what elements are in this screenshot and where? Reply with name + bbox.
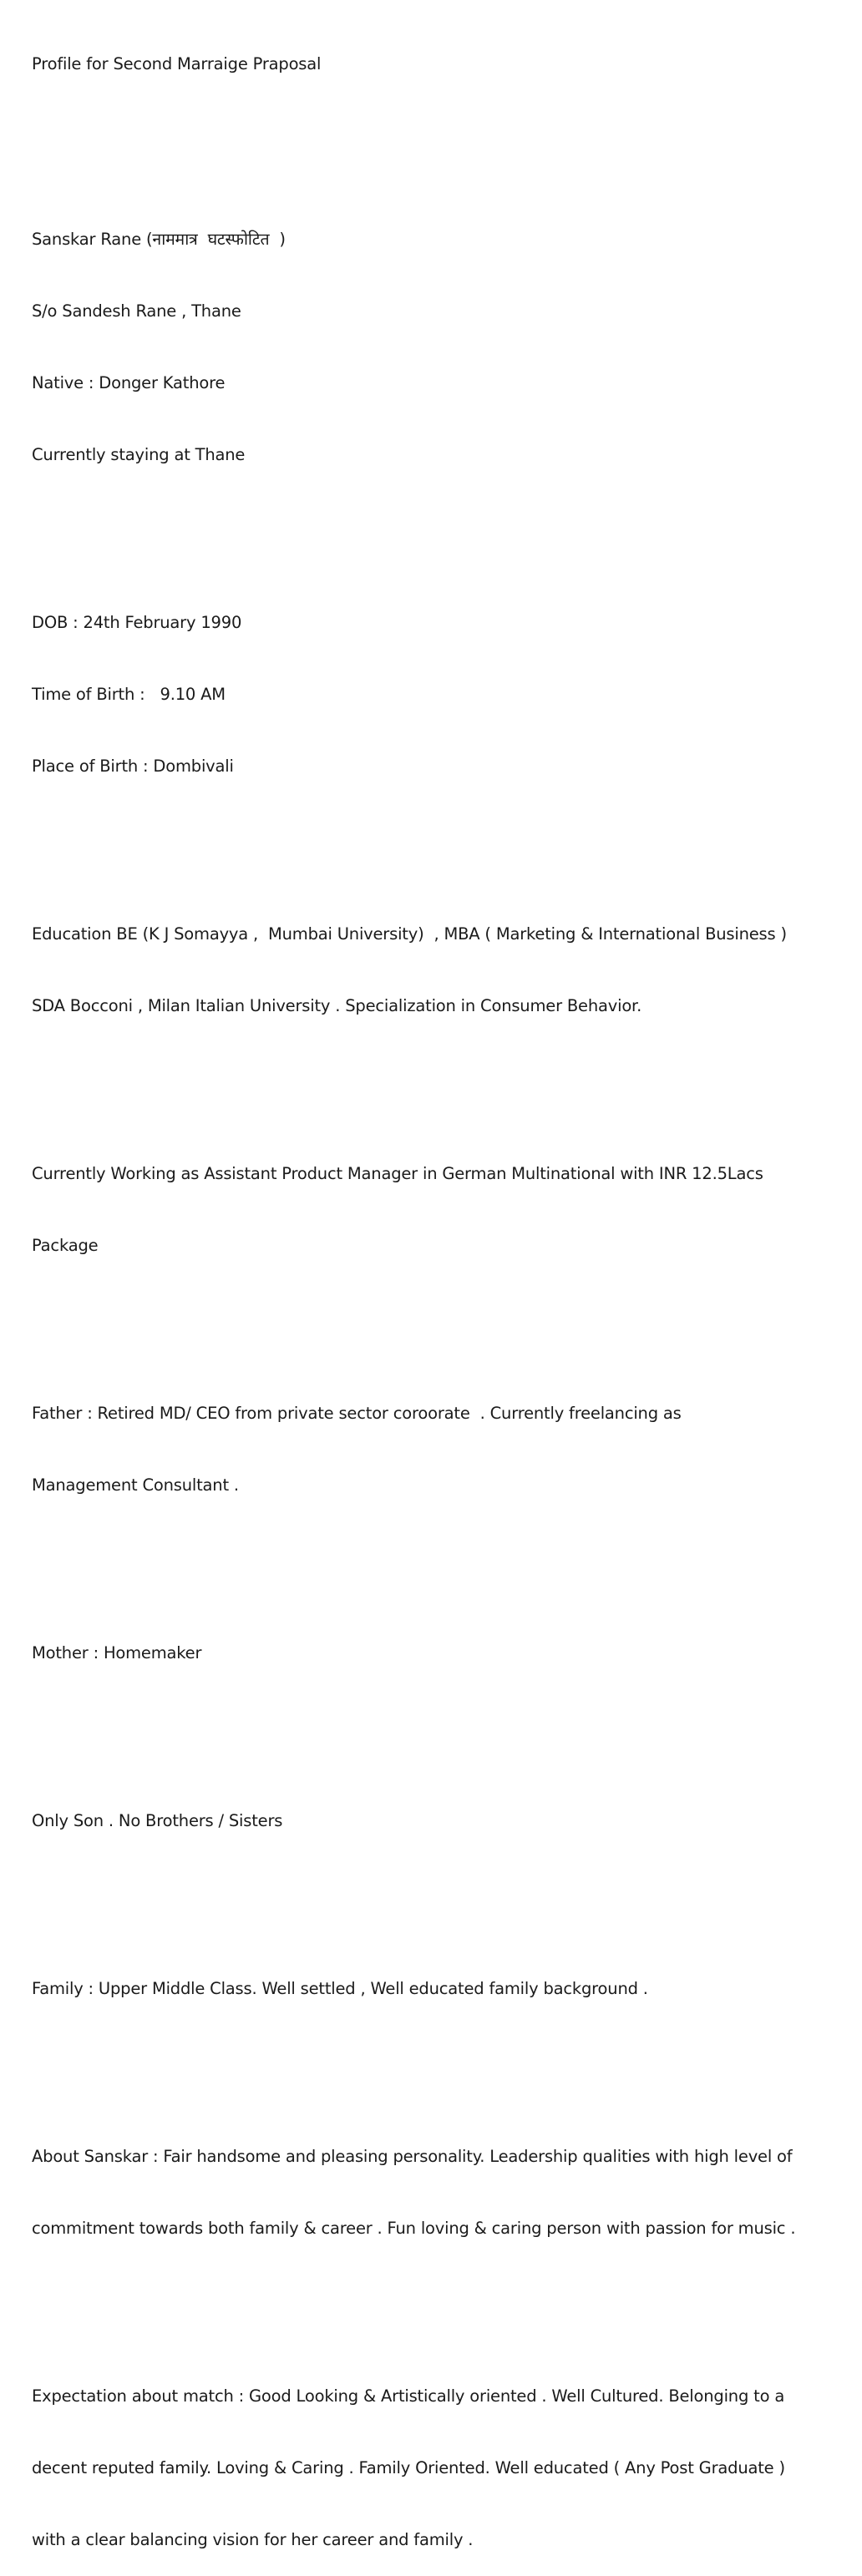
spacer [32,1713,834,1738]
father-name-line: S/o Sandesh Rane , Thane [32,301,241,321]
work-line-1: Currently Working as Assistant Product Manager in German Multinational with INR 12.5Lacs [32,1164,763,1184]
father-info-line-1: Father : Retired MD/ CEO from private sector coroorate . Currently freelancing as [32,1404,682,1424]
name-line: Sanskar Rane (नाममात्र घटस्फोटित ) [32,229,286,249]
spacer [32,2049,834,2073]
education-line-1: Education BE (K J Somayya , Mumbai University) , MBA ( Marketing & International Business ) [32,924,787,944]
siblings-line: Only Son . No Brothers / Sisters [32,1811,283,1831]
family-line: Family : Upper Middle Class. Well settled , Well educated family background . [32,1978,648,1998]
time-of-birth-line: Time of Birth : 9.10 AM [32,685,226,705]
expectation-line-1: Expectation about match : Good Looking & Artistically oriented . Well Cultured. Belonging to a [32,2386,785,2406]
spacer [32,1881,834,1905]
expectation-line-3: with a clear balancing vision for her career and family . [32,2529,474,2549]
spacer [32,1546,834,1570]
about-line-1: About Sanskar : Fair handsome and pleasing personality. Leadership qualities with high level of [32,2146,793,2166]
spacer [32,1306,834,1330]
spacer [32,1066,834,1091]
spacer [32,2289,834,2313]
about-line-2: commitment towards both family & career . Fun loving & caring person with passion for music . [32,2218,796,2238]
father-info-line-2: Management Consultant . [32,1475,239,1495]
dob-line: DOB : 24th February 1990 [32,613,242,633]
spacer [32,827,834,851]
spacer [32,126,834,156]
place-of-birth-line: Place of Birth : Dombivali [32,757,234,777]
work-line-2: Package [32,1236,99,1256]
spacer [32,515,834,539]
expectation-line-2: decent reputed family. Loving & Caring . Family Oriented. Well educated ( Any Post Graduate ) [32,2457,785,2477]
residence-line: Currently staying at Thane [32,445,246,465]
document-title: Profile for Second Marraige Praposal [32,54,322,74]
mother-line: Mother : Homemaker [32,1643,202,1663]
native-line: Native : Donger Kathore [32,373,226,393]
document-body [32,5,834,2576]
education-line-2: SDA Bocconi , Milan Italian University . Specialization in Consumer Behavior. [32,996,642,1016]
